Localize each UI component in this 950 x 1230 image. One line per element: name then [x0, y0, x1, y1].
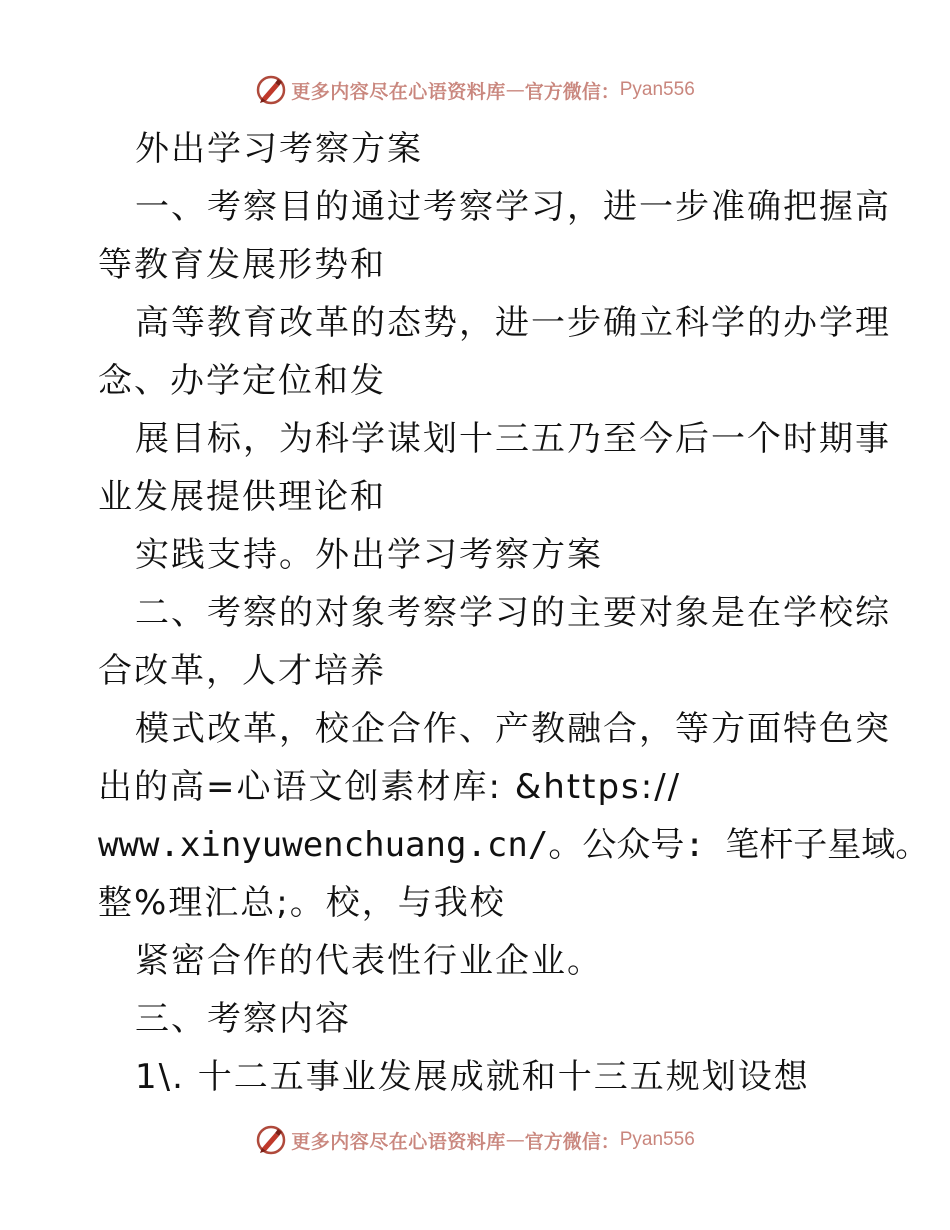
doc-line: 念、办学定位和发	[98, 361, 386, 401]
doc-line: 1\. 十二五事业发展成就和十三五规划设想	[135, 1057, 810, 1097]
pen-logo-icon	[255, 74, 287, 106]
doc-line: 整%理汇总;。校，与我校	[98, 883, 506, 923]
doc-title: 外出学习考察方案	[135, 129, 423, 169]
doc-line: 高等教育改革的态势，进一步确立科学的办学理	[135, 303, 891, 343]
doc-line: 等教育发展形势和	[98, 245, 386, 285]
watermark-wechat-id: Pyan556	[619, 79, 695, 100]
watermark-separator: —	[505, 1129, 525, 1151]
doc-line: 二、考察的对象考察学习的主要对象是在学校综	[135, 593, 891, 633]
doc-line: www.xinyuwenchuang.cn/。公众号: 笔杆子星域。	[98, 825, 930, 865]
pen-logo-icon	[255, 1124, 287, 1156]
header-watermark	[0, 70, 950, 110]
doc-line: 模式改革，校企合作、产教融合，等方面特色突	[135, 709, 891, 749]
watermark-text: 更多内容尽在心语资料库	[291, 1130, 506, 1153]
doc-line: 实践支持。外出学习考察方案	[135, 535, 603, 575]
watermark-text: 更多内容尽在心语资料库	[291, 80, 506, 103]
footer-watermark	[0, 1120, 950, 1160]
watermark-separator: —	[505, 79, 525, 101]
document-body	[98, 120, 930, 1106]
watermark-wechat-id: Pyan556	[619, 1129, 695, 1150]
doc-line: 三、考察内容	[135, 999, 351, 1039]
doc-line: 合改革，人才培养	[98, 651, 386, 691]
doc-line: 紧密合作的代表性行业企业。	[135, 941, 603, 981]
watermark-wechat-label: 官方微信：	[524, 1130, 620, 1153]
doc-line: 一、考察目的通过考察学习，进一步准确把握高	[135, 187, 891, 227]
doc-line: 出的高=心语文创素材库: &https://	[98, 767, 682, 807]
doc-line: 展目标，为科学谋划十三五乃至今后一个时期事	[135, 419, 891, 459]
watermark-wechat-label: 官方微信：	[524, 80, 620, 103]
doc-line: 业发展提供理论和	[98, 477, 386, 517]
